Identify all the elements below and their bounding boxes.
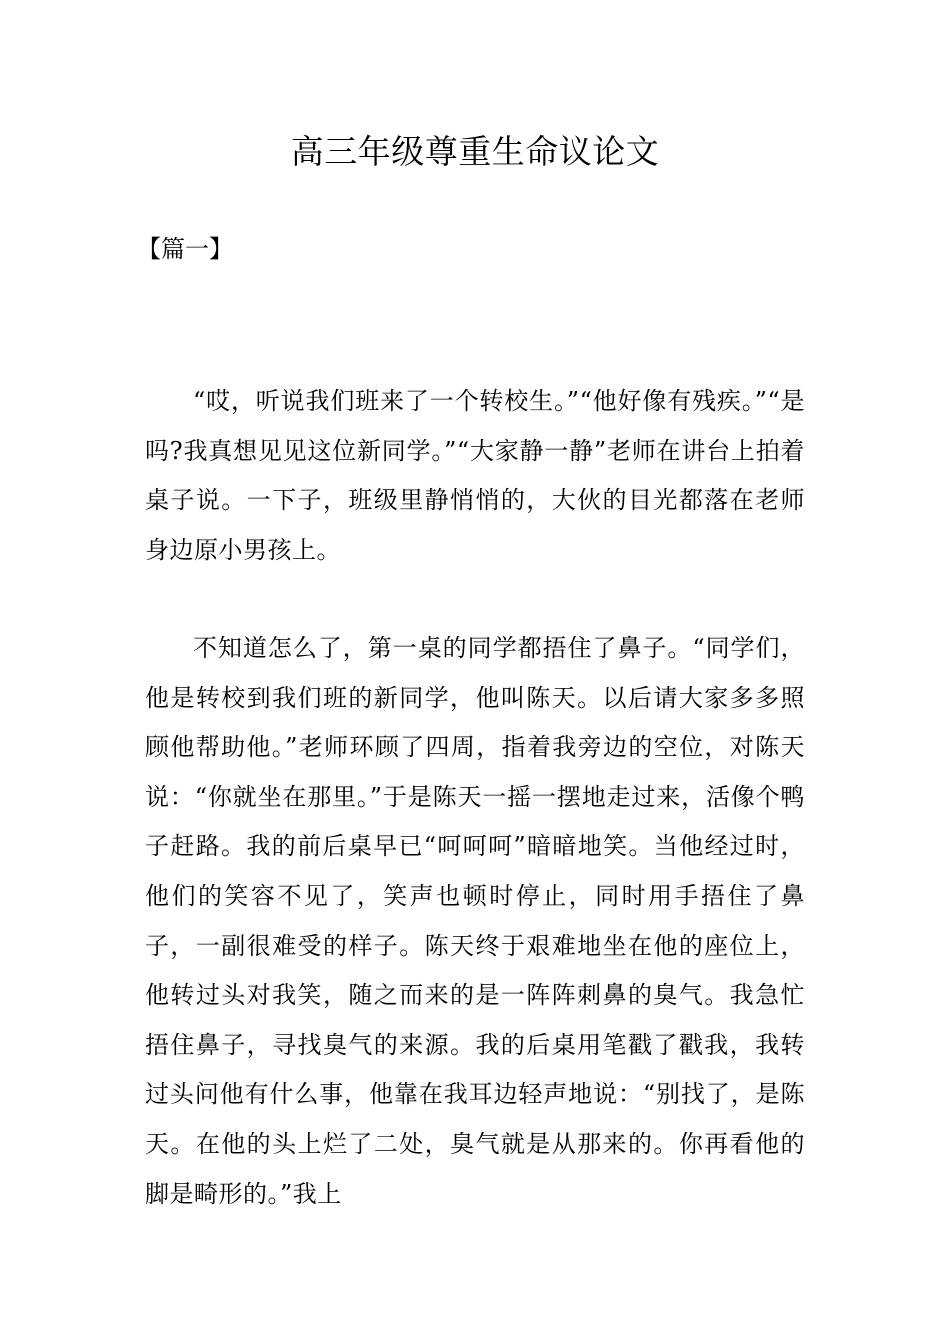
paragraph-1: “哎，听说我们班来了一个转校生。”“他好像有残疾。”“是吗?我真想见见这位新同学。”“大家静一静”老师在讲台上拍着桌子说。一下子，班级里静悄悄的，大伙的目光都落在老师身边原小男孩上。 [145,387,805,564]
section-label: 【篇一】 [137,235,233,263]
document-title: 高三年级尊重生命议论文 [290,132,660,171]
paragraph-2: 不知道怎么了，第一桌的同学都捂住了鼻子。“同学们，他是转校到我们班的新同学，他叫陈天。以后请大家多多照顾他帮助他。”老师环顾了四周，指着我旁边的空位，对陈天说：“你就坐在那里。”于是陈天一摇一摆地走过来，活像个鸭子赶路。我的前后桌早已“呵呵呵”暗暗地笑。当他经过时，他们的笑容不见了，笑声也顿时停止，同时用手捂住了鼻子，一副很难受的样子。陈天终于艰难地坐在他的座位上，他转过头对我笑，随之而来的是一阵阵刺鼻的臭气。我急忙捂住鼻子，寻找臭气的来源。我的后桌用笔戳了戳我，我转过头问他有什么事，他靠在我耳边轻声地说：“别找了，是陈天。在他的头上烂了二处，臭气就是从那来的。你再看他的脚是畸形的。”我上 [145,634,805,1208]
